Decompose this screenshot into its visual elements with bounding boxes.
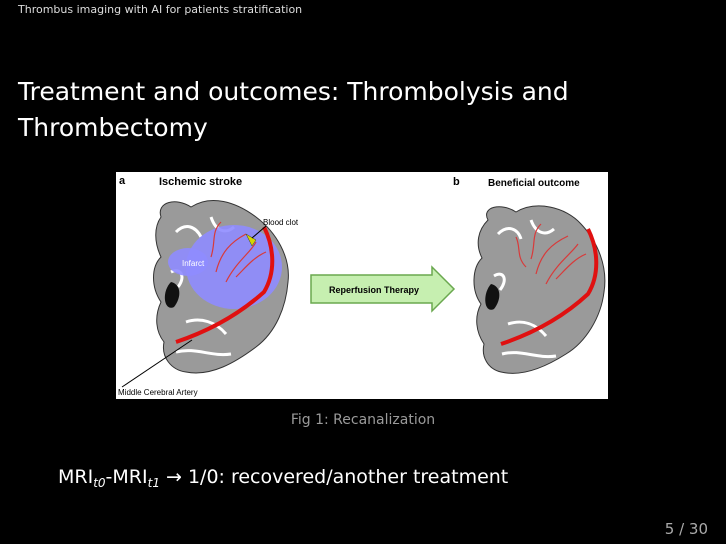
formula-sub-t0: t0 bbox=[93, 476, 106, 490]
formula-rest: → 1/0: recovered/another treatment bbox=[159, 466, 509, 488]
reperfusion-therapy-label: Reperfusion Therapy bbox=[328, 285, 420, 295]
panel-a-letter: a bbox=[119, 175, 126, 187]
brain-outcome-image bbox=[474, 206, 605, 373]
slide-title: Treatment and outcomes: Thrombolysis and Thrombectomy bbox=[18, 77, 569, 142]
formula-sub-t1: t1 bbox=[147, 476, 160, 490]
formula-mri-0: MRI bbox=[58, 466, 94, 488]
mri-formula bbox=[58, 466, 508, 490]
page-number: 5 / 30 bbox=[664, 520, 708, 538]
presentation-header: Thrombus imaging with AI for patients stratification bbox=[18, 3, 303, 16]
panel-a-title: Ischemic stroke bbox=[159, 176, 243, 188]
infarct-label: Infarct bbox=[182, 259, 205, 268]
formula-dash: - bbox=[105, 466, 113, 488]
figure-illustration bbox=[116, 172, 608, 399]
blood-clot-label: Blood clot bbox=[263, 218, 299, 227]
formula-mri-1: MRI bbox=[112, 466, 148, 488]
middle-cerebral-artery-label: Middle Cerebral Artery bbox=[118, 388, 198, 397]
panel-b-letter: b bbox=[453, 176, 460, 188]
recanalization-figure bbox=[116, 172, 608, 399]
panel-b-title: Beneficial outcome bbox=[488, 178, 580, 189]
figure-caption: Fig 1: Recanalization bbox=[290, 412, 436, 428]
